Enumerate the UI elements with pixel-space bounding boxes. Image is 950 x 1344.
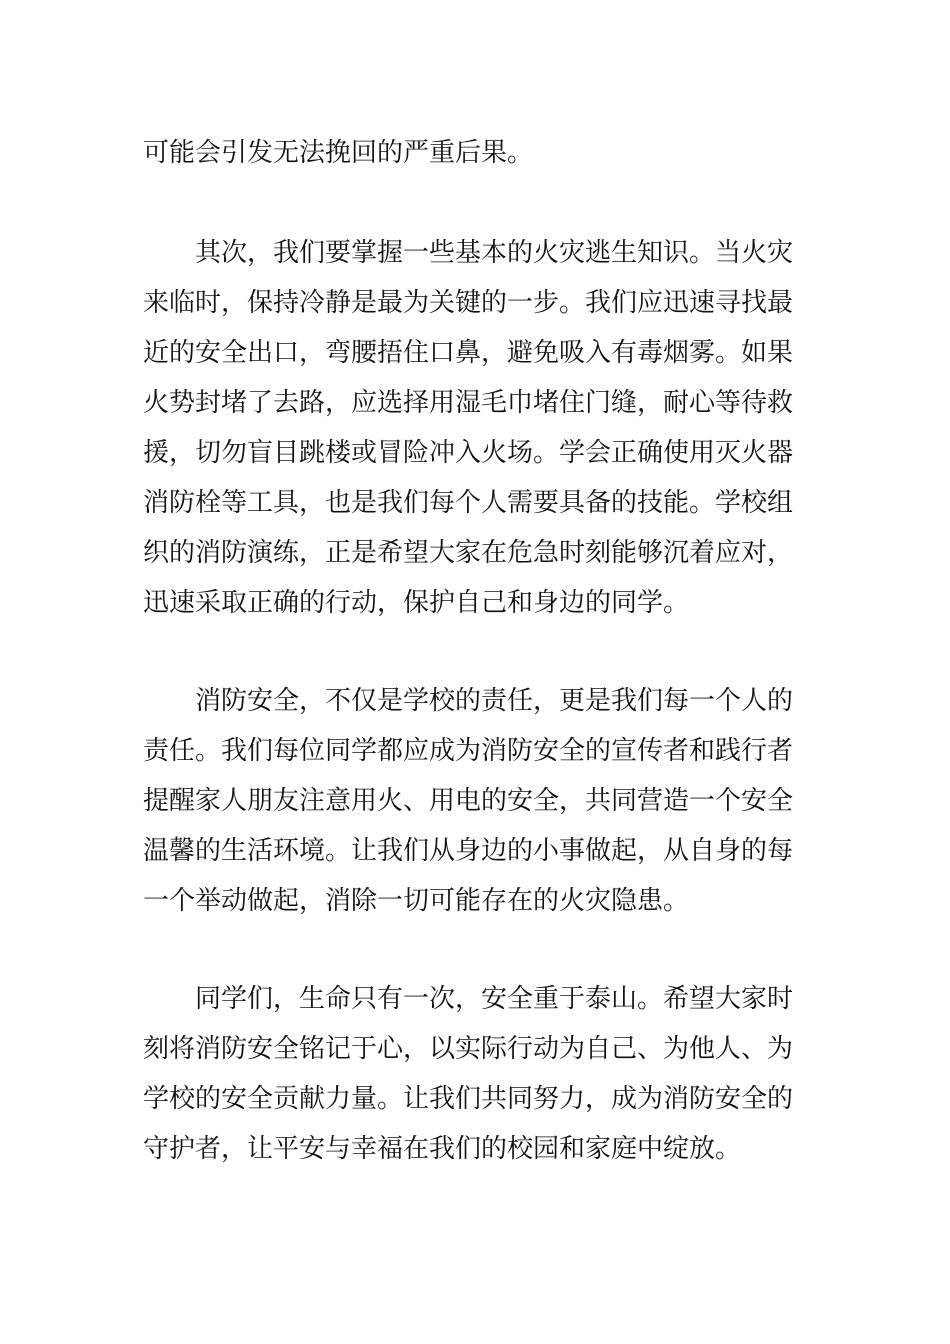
paragraph-4-line-1: 同学们，生命只有一次，安全重于泰山。希望大家时	[195, 984, 794, 1014]
paragraph-2-line-1: 其次，我们要掌握一些基本的火灾逃生知识。当火灾	[195, 238, 794, 268]
paragraph-3-line-2: 责任。我们每位同学都应成为消防安全的宣传者和践行者	[143, 736, 794, 766]
paragraph-3-line-3: 提醒家人朋友注意用火、用电的安全，共同营造一个安全	[143, 786, 794, 816]
paragraph-4-line-3: 学校的安全贡献力量。让我们共同努力，成为消防安全的	[143, 1084, 794, 1114]
paragraph-2-line-8: 迅速采取正确的行动，保护自己和身边的同学。	[143, 588, 690, 618]
paragraph-4-line-4: 守护者，让平安与幸福在我们的校园和家庭中绽放。	[143, 1134, 742, 1164]
paragraph-1-line-1: 可能会引发无法挽回的严重后果。	[143, 138, 534, 168]
paragraph-2-line-4: 火势封堵了去路，应选择用湿毛巾堵住门缝，耐心等待救	[143, 388, 794, 418]
paragraph-2-line-2: 来临时，保持冷静是最为关键的一步。我们应迅速寻找最	[143, 288, 794, 318]
paragraph-2-line-7: 织的消防演练，正是希望大家在危急时刻能够沉着应对，	[143, 538, 794, 568]
paragraph-2-line-6: 消防栓等工具，也是我们每个人需要具备的技能。学校组	[143, 488, 794, 518]
paragraph-2-line-3: 近的安全出口，弯腰捂住口鼻，避免吸入有毒烟雾。如果	[143, 338, 794, 368]
paragraph-4-line-2: 刻将消防安全铭记于心，以实际行动为自己、为他人、为	[143, 1034, 794, 1064]
paragraph-3-line-5: 一个举动做起，消除一切可能存在的火灾隐患。	[143, 886, 690, 916]
paragraph-2-line-5: 援，切勿盲目跳楼或冒险冲入火场。学会正确使用灭火器	[143, 438, 794, 468]
paragraph-3-line-4: 温馨的生活环境。让我们从身边的小事做起，从自身的每	[143, 836, 794, 866]
paragraph-3-line-1: 消防安全，不仅是学校的责任，更是我们每一个人的	[195, 686, 794, 716]
